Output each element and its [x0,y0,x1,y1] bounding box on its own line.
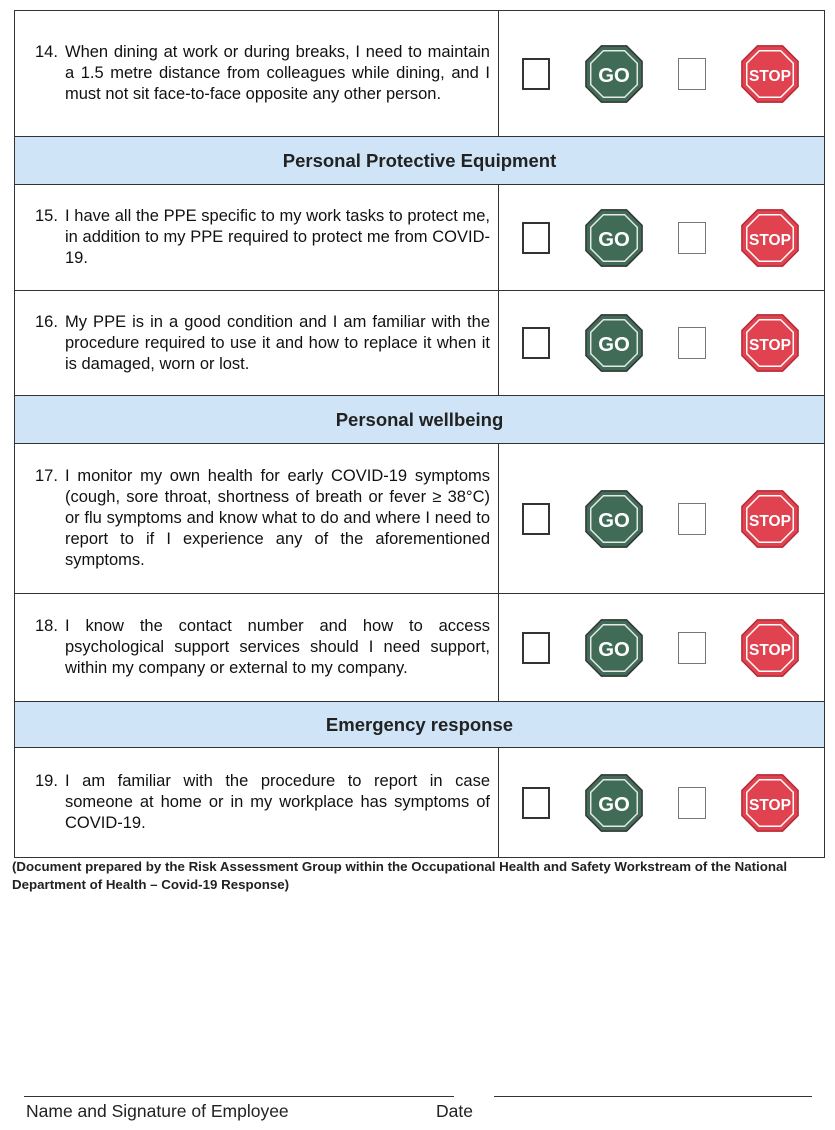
question-text: I am familiar with the procedure to report in case someone at home or in my workplace has symptoms of COVID-19. [65,772,490,832]
stop-checkbox[interactable] [678,58,706,90]
signature-label: Name and Signature of Employee [26,1101,289,1121]
question-number: 18. [35,617,58,635]
section-title: Emergency response [15,702,825,748]
go-octagon-icon [583,312,645,374]
question-number: 17. [35,467,58,485]
stop-checkbox[interactable] [678,222,706,254]
question-number: 19. [35,772,58,790]
go-checkbox[interactable] [522,632,550,664]
question-text: I monitor my own health for early COVID-19 symptoms (cough, sore throat, shortness of breath or fever ≥ 38°C) or flu symptoms and know what to do and where I need to report to if I experience any of the aforementioned symptoms. [65,467,490,569]
section-title: Personal wellbeing [15,396,825,444]
go-octagon-icon [583,772,645,834]
date-label: Date [436,1101,473,1121]
go-sign-label: GO [598,638,630,661]
go-sign-label: GO [598,228,630,251]
question-row-19 [15,748,825,858]
go-sign-label: GO [598,793,630,816]
question-row-14 [15,11,825,137]
date-line[interactable] [494,1096,812,1097]
checklist-table [14,10,825,858]
document-source-note: (Document prepared by the Risk Assessment Group within the Occupational Health and Safety Workstream of the National Department of Health – Covid-19 Response) [12,859,788,892]
question-row-17 [15,444,825,594]
question-row-18 [15,594,825,702]
section-title: Personal Protective Equipment [15,137,825,185]
section-header-emergency [15,702,825,748]
question-text: I know the contact number and how to access psychological support services should I need support, within my company or external to my company. [65,617,490,677]
stop-octagon-icon [739,312,801,374]
signature-line[interactable] [24,1096,454,1097]
go-sign-label: GO [598,509,630,532]
stop-sign-label: STOP [749,336,792,354]
stop-checkbox[interactable] [678,503,706,535]
stop-sign-label: STOP [749,796,792,814]
question-text: My PPE is in a good condition and I am familiar with the procedure required to use it and how to replace it when it is damaged, worn or lost. [65,312,490,373]
stop-sign-label: STOP [749,231,792,249]
stop-octagon-icon [739,772,801,834]
checklist-form [14,10,824,858]
go-checkbox[interactable] [522,327,550,359]
stop-octagon-icon [739,43,801,105]
go-sign-label: GO [598,64,630,87]
go-checkbox[interactable] [522,787,550,819]
stop-checkbox[interactable] [678,787,706,819]
stop-checkbox[interactable] [678,327,706,359]
go-checkbox[interactable] [522,503,550,535]
go-octagon-icon [583,43,645,105]
stop-sign-label: STOP [749,641,792,659]
question-number: 15. [35,207,58,225]
stop-octagon-icon [739,488,801,550]
stop-sign-label: STOP [749,67,792,85]
question-number: 16. [35,312,58,331]
go-octagon-icon [583,617,645,679]
stop-checkbox[interactable] [678,632,706,664]
question-number: 14. [35,43,58,61]
question-text: When dining at work or during breaks, I need to maintain a 1.5 metre distance from colleagues while dining, and I must not sit face-to-face opposite any other person. [65,43,490,103]
stop-octagon-icon [739,207,801,269]
go-checkbox[interactable] [522,222,550,254]
question-text: I have all the PPE specific to my work tasks to protect me, in addition to my PPE required to protect me from COVID-19. [65,207,490,267]
section-header-wellbeing [15,396,825,444]
section-header-ppe [15,137,825,185]
go-octagon-icon [583,488,645,550]
stop-octagon-icon [739,617,801,679]
question-row-15 [15,185,825,291]
stop-sign-label: STOP [749,512,792,530]
question-row-16 [15,291,825,396]
go-sign-label: GO [598,333,630,356]
go-octagon-icon [583,207,645,269]
go-checkbox[interactable] [522,58,550,90]
